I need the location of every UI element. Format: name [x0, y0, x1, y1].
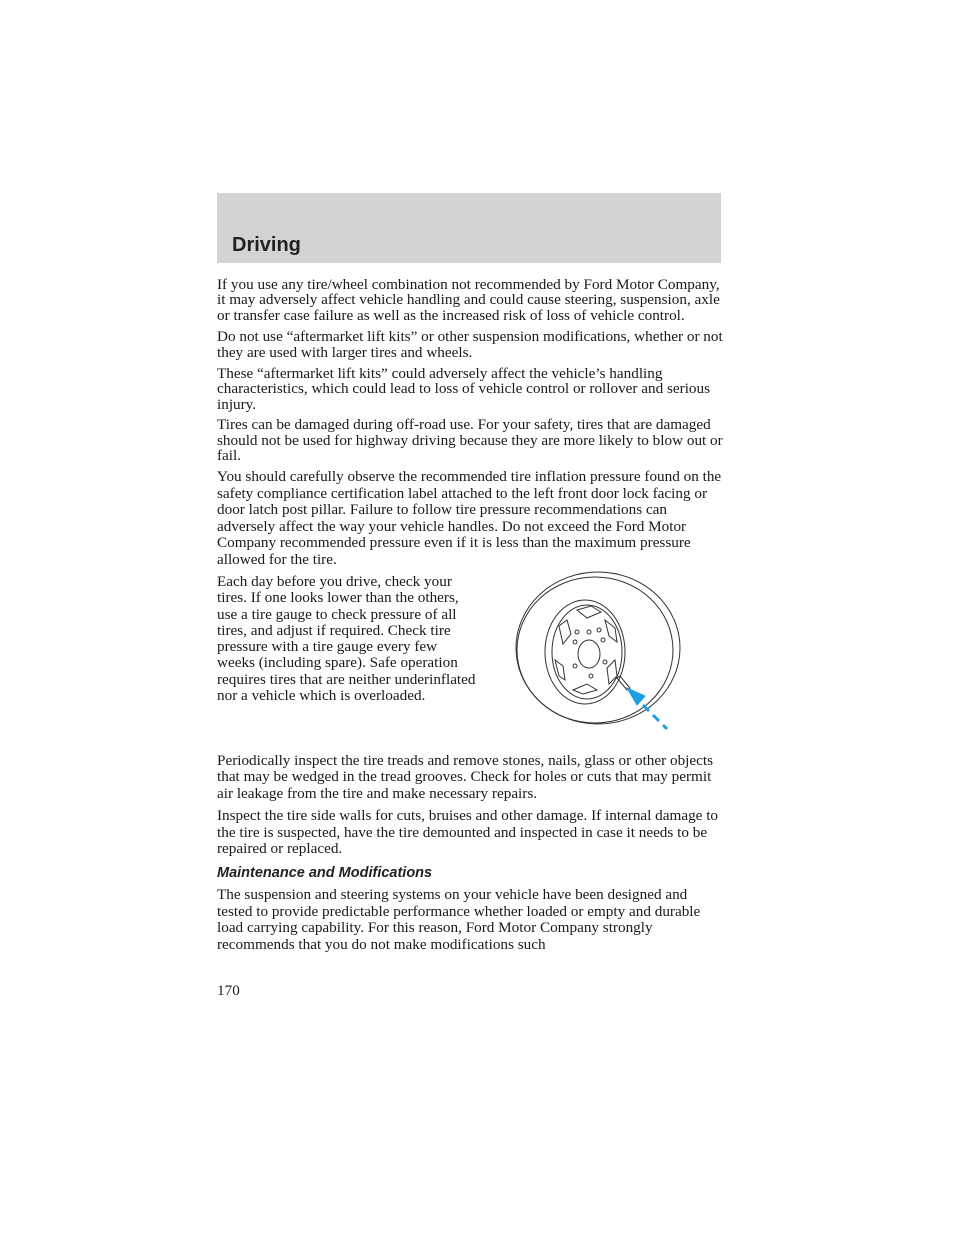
page-number: 170	[217, 982, 240, 999]
paragraph-inspect-treads: Periodically inspect the tire treads and remove stones, nails, glass or other objects that may be wedged in the tread grooves. Check for holes or cuts that may permit air leakage from the tire and make necessary repairs.	[217, 751, 713, 802]
spoke-opening	[555, 660, 565, 680]
section-title: Driving	[232, 234, 301, 256]
paragraph-suspension-steering: The suspension and steering systems on your vehicle have been designed and tested to provide predictable performance whether loaded or empty and durable load carrying capability. For this reason, Ford Motor Company strongly recommends that you do not make modifications such	[217, 886, 701, 953]
wheel-rim-outer	[545, 600, 625, 704]
lug-nut	[603, 660, 607, 664]
pointer-arrow-icon	[627, 688, 667, 729]
paragraph-off-road-damage: Tires can be damaged during off-road use. For your safety, tires that are damaged should not be used for highway driving because they are more likely to blow out or fail.	[217, 416, 723, 465]
paragraph-lift-kits-warning: Do not use “aftermarket lift kits” or other suspension modifications, whether or not they are used with larger tires and wheels.	[217, 328, 723, 361]
wheel-rim-inner	[552, 605, 622, 699]
lug-nut	[601, 638, 605, 642]
page-content	[217, 277, 723, 953]
spoke-opening	[573, 684, 597, 694]
paragraph-tire-wheel-combination: If you use any tire/wheel combination not recommended by Ford Motor Company, it may adversely affect vehicle handling and could cause steering, suspension, axle or transfer case failure as well as the increased risk of loss of vehicle control.	[217, 276, 720, 324]
lug-nut	[573, 640, 577, 644]
wheel-hub	[578, 640, 600, 668]
subheading-maintenance: Maintenance and Modifications	[217, 865, 433, 882]
lug-nut	[589, 674, 593, 678]
tire-check-section	[217, 574, 723, 744]
section-header-band	[217, 193, 721, 263]
tire-tread-edge	[517, 577, 673, 723]
paragraph-inflation-pressure: You should carefully observe the recommended tire inflation pressure found on the safety compliance certification label attached to the left front door lock facing or door latch post pillar. Failure to follow tire pressure recommendations can adversely affect the way your vehicle handles. Do not exceed the Ford Motor Company recommended pressure even if it is less than the maximum pressure allowed for the tire.	[217, 468, 722, 568]
spoke-opening	[559, 620, 571, 644]
lug-nut	[587, 630, 591, 634]
valve-stem	[617, 676, 630, 690]
lug-nut	[573, 664, 577, 668]
spoke-opening	[577, 606, 601, 618]
paragraph-lift-kits-effects: These “aftermarket lift kits” could adversely affect the vehicle’s handling characteristics, which could lead to loss of vehicle control or rollover and serious injury.	[217, 365, 711, 413]
lug-nut	[597, 628, 601, 632]
paragraph-daily-tire-check: Each day before you drive, check your tires. If one looks lower than the others, use a tire gauge to check pressure of all tires, and adjust if required. Check tire pressure with a tire gauge every few weeks (including spare). Safe operation requires tires that are neither underinflated nor a vehicle which is overloaded.	[217, 572, 476, 704]
paragraph-inspect-side-walls: Inspect the tire side walls for cuts, bruises and other damage. If internal damage to the tire is suspected, have the tire demounted and inspected in case it needs to be repaired or replaced.	[217, 807, 719, 857]
lug-nut	[575, 630, 579, 634]
tire-valve-illustration	[515, 568, 687, 736]
